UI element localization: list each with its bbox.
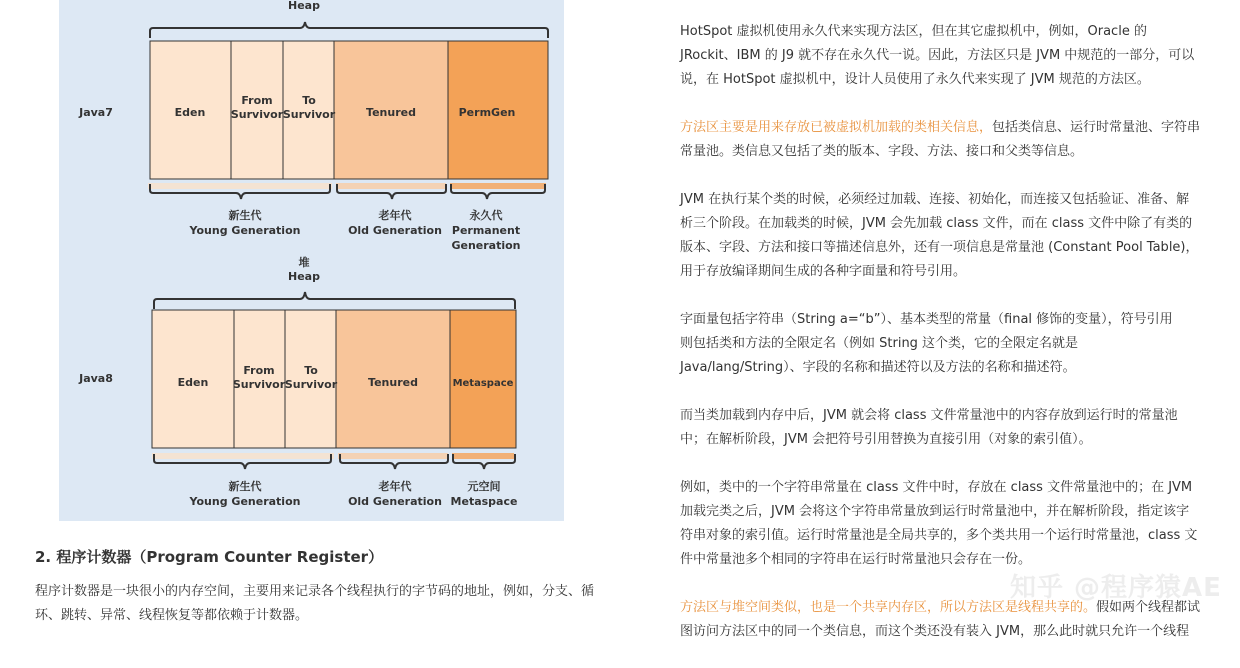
java8-young-en: Young Generation: [189, 495, 301, 508]
java7-heap-label: Heap: [288, 0, 320, 12]
paragraph-shared-area-rest: 假如两个线程都试 图访问方法区中的同一个类信息，而这个类还没有装入 JVM，那么此时就只允许一个线程: [680, 600, 1201, 639]
java8-eden-text: Eden: [177, 376, 209, 389]
paragraph-string-example: 例如，类中的一个字符串常量在 class 文件中时，存放在 class 文件常量池中的；在 JVM 加载完类之后，JVM 会将这个字符串常量放到运行时常量池中，并在解析阶段，指定该字 符串对象的索引值。运行时常量池是全局共享的，多个类共用一个运行时常量池，class 文 件中常量池多个相同的字符串在运行时常量池只会存在一份。: [680, 480, 1198, 567]
section-title: 2. 程序计数器（Program Counter Register）: [35, 548, 384, 566]
paragraph-literals: 字面量包括字符串（String a=“b”）、基本类型的常量（final 修饰的变量），符号引用 则包括类和方法的全限定名（例如 String 这个类，它的全限定名就是 Java/lang/String）、字段的名称和描述符以及方法的名称和描述符。: [680, 312, 1173, 375]
java7-from-survivor-text: Survivor: [230, 108, 284, 121]
zhihu-watermark: 知乎 @程序猿AE: [1010, 573, 1222, 603]
java8-old-tint: [338, 453, 448, 459]
java7-old-en: Old Generation: [348, 224, 442, 237]
jvm-memory-diagram: [59, 0, 564, 521]
java8-young-tint: [152, 453, 334, 459]
java8-label: Java8: [79, 372, 113, 385]
java7-perm-tint: [450, 183, 546, 189]
paragraph-method-area-rest: 包括类信息、运行时常量池、字符串 常量池。类信息又包括了类的版本、字段、方法、接口和父类等信息。: [680, 120, 1201, 159]
java8-to-text: To: [304, 364, 318, 377]
java8-young-cn: 新生代: [228, 480, 262, 493]
java7-to-survivor-text: Survivor: [282, 108, 336, 121]
paragraph-runtime-pool: 而当类加载到内存中后，JVM 就会将 class 文件常量池中的内容存放到运行时的常量池 中；在解析阶段，JVM 会把符号引用替换为直接引用（对象的索引值）。: [680, 408, 1178, 447]
java7-young-cn: 新生代: [228, 209, 262, 222]
java8-from-text: From: [243, 364, 275, 377]
java7-permgen-text: PermGen: [458, 106, 516, 119]
jvm-memory-diagram-svg: [59, 0, 564, 521]
java8-tenured-text: Tenured: [368, 376, 418, 389]
java7-eden-text: Eden: [174, 106, 206, 119]
java8-heap-label: Heap: [288, 270, 320, 283]
java7-label: Java7: [79, 106, 113, 119]
java8-from-survivor-text: Survivor: [232, 378, 286, 391]
java7-perm-en2: Generation: [451, 239, 521, 252]
java7-perm-en1: Permanent: [451, 224, 521, 237]
java8-meta-cn: 元空间: [467, 480, 501, 493]
java8-heap-brace: [154, 292, 515, 309]
program-counter-paragraph: 程序计数器是一块很小的内存空间，主要用来记录各个线程执行的字节码的地址，例如，分支、循环、跳转、异常、线程恢复等都依赖于计数器。: [35, 584, 595, 623]
highlight-shared-area: 方法区与堆空间类似，也是一个共享内存区，所以方法区是线程共享的。: [680, 600, 1097, 615]
java8-metaspace-text: Metaspace: [452, 378, 514, 389]
paragraph-hotspot: HotSpot 虚拟机使用永久代来实现方法区，但在其它虚拟机中，例如，Oracle 的 JRockit、IBM 的 J9 就不存在永久代一说。因此，方法区只是 JVM 中规范的一部分，可以 说，在 HotSpot 虚拟机中，设计人员使用了永久代来实现了 JVM 规范的方法区。: [680, 24, 1195, 87]
paragraph-class-loading: JVM 在执行某个类的时候，必须经过加载、连接、初始化，而连接又包括验证、准备、解 析三个阶段。在加载类的时候，JVM 会先加载 class 文件，而在 class 文件中除了有类的 版本、字段、方法和接口等描述信息外，还有一项信息是常量池 (Constant Pool Table)， 用于存放编译期间生成的各种字面量和符号引用。: [680, 192, 1199, 279]
paragraph-method-area: [680, 116, 1240, 164]
java7-old-tint: [336, 183, 446, 189]
java8-meta-tint: [452, 453, 514, 459]
java8-meta-en: Metaspace: [450, 495, 518, 508]
java7-from-text: From: [241, 94, 273, 107]
java7-perm-cn: 永久代: [469, 209, 503, 222]
java7-heap-brace: [150, 22, 548, 38]
java8-old-cn: 老年代: [378, 480, 412, 493]
java7-young-en: Young Generation: [189, 224, 301, 237]
java7-young-tint: [148, 183, 332, 189]
java7-tenured-text: Tenured: [366, 106, 416, 119]
highlight-method-area: 方法区主要是用来存放已被虚拟机加载的类相关信息，: [680, 120, 993, 135]
java8-old-en: Old Generation: [348, 495, 442, 508]
java8-heap-cn: 堆: [298, 256, 310, 269]
java7-old-cn: 老年代: [378, 209, 412, 222]
java8-to-survivor-text: Survivor: [284, 378, 338, 391]
left-column: [0, 0, 640, 641]
java7-to-text: To: [302, 94, 316, 107]
